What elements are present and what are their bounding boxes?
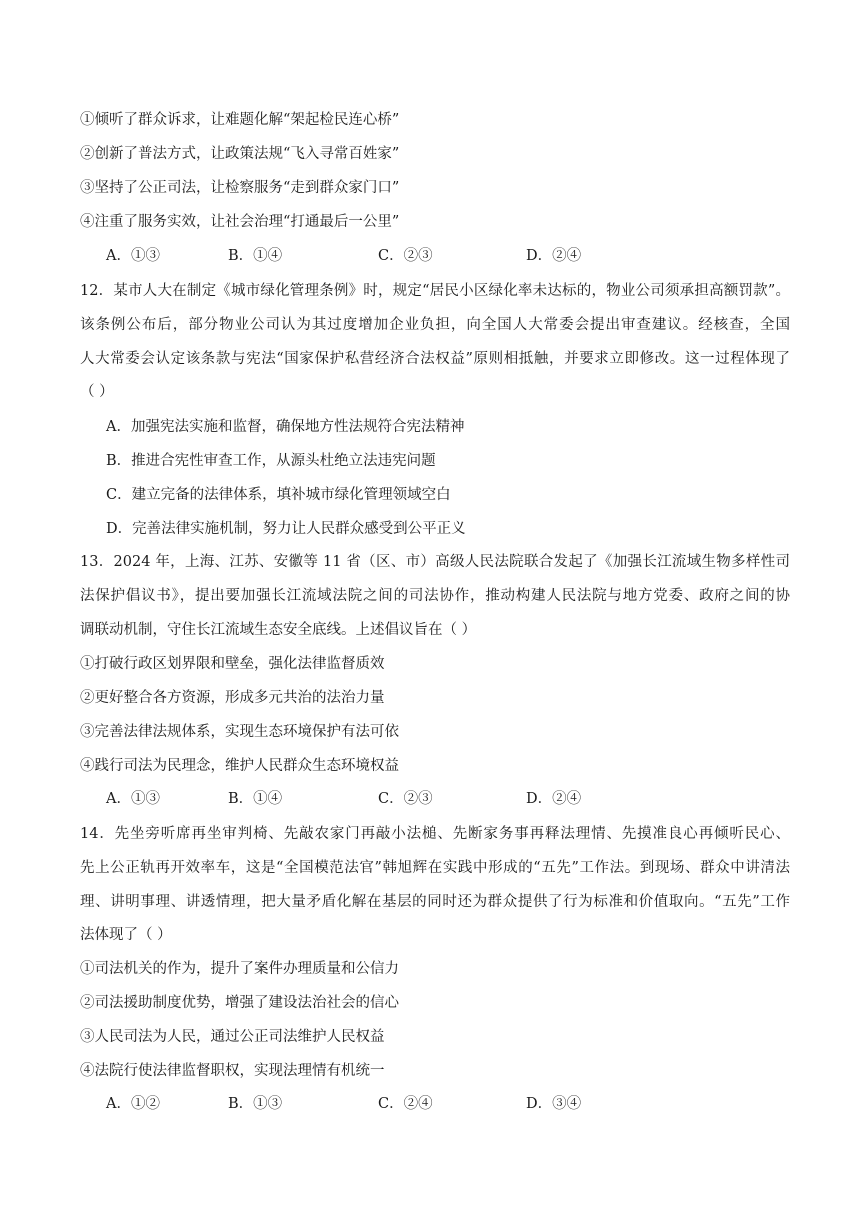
q13-stem-line-1: 13．2024 年，上海、江苏、安徽等 11 省（区、市）高级人民法院联合发起了《加强长江流域生物多样性司 (80, 554, 790, 570)
q11-option-a[interactable]: A．①③ (106, 248, 160, 264)
q12-option-c[interactable]: C．建立完备的法律体系，填补城市绿化管理领域空白 (106, 487, 451, 503)
q14-statement-1: ①司法机关的作为，提升了案件办理质量和公信力 (80, 961, 399, 977)
q13-statement-4: ④践行司法为民理念，维护人民群众生态环境权益 (80, 758, 399, 774)
q12-option-a[interactable]: A．加强宪法实施和监督，确保地方性法规符合宪法精神 (106, 419, 465, 435)
q13-statement-2: ②更好整合各方资源，形成多元共治的法治力量 (80, 690, 385, 706)
q13-statement-1: ①打破行政区划界限和壁垒，强化法律监督质效 (80, 656, 385, 672)
q11-statement-2: ②创新了普法方式，让政策法规“飞入寻常百姓家” (80, 146, 400, 162)
q13-stem-line-3: 调联动机制，守住长江流域生态安全底线。上述倡议旨在（ ） (80, 622, 477, 638)
q11-options (106, 246, 666, 266)
q11-option-d[interactable]: D．②④ (526, 248, 582, 264)
q13-option-a[interactable]: A．①③ (106, 791, 160, 807)
q14-options (106, 1094, 666, 1114)
q12-stem-line-4: （ ） (80, 384, 114, 400)
q13-option-d[interactable]: D．②④ (526, 791, 582, 807)
q13-option-c[interactable]: C．②③ (378, 791, 433, 807)
q14-stem-line-1: 14．先坐旁听席再坐审判椅、先敲农家门再敲小法槌、先断家务事再释法理情、先摸准良心再倾听民心、 (80, 826, 790, 842)
q13-options (106, 789, 666, 809)
q13-option-b[interactable]: B．①④ (228, 791, 283, 807)
q12-stem-line-3: 人大常委会认定该条款与宪法“国家保护私营经济合法权益”原则相抵触，并要求立即修改。这一过程体现了 (80, 351, 790, 367)
q14-stem-line-3: 理、讲明事理、讲透情理，把大量矛盾化解在基层的同时还为群众提供了行为标准和价值取向。“五先”工作 (80, 894, 790, 910)
q11-option-c[interactable]: C．②③ (378, 248, 433, 264)
q14-statement-4: ④法院行使法律监督职权，实现法理情有机统一 (80, 1063, 385, 1079)
q14-stem-line-4: 法体现了（ ） (80, 927, 172, 943)
q12-option-d[interactable]: D．完善法律实施机制，努力让人民群众感受到公平正义 (106, 521, 466, 537)
q14-option-d[interactable]: D．③④ (526, 1096, 582, 1112)
q14-option-c[interactable]: C．②④ (378, 1096, 433, 1112)
q14-statement-3: ③人民司法为人民，通过公正司法维护人民权益 (80, 1029, 385, 1045)
q12-stem-line-2: 该条例公布后，部分物业公司认为其过度增加企业负担，向全国人大常委会提出审查建议。经核查，全国 (80, 317, 790, 333)
q12-option-b[interactable]: B．推进合宪性审查工作，从源头杜绝立法违宪问题 (106, 453, 436, 469)
q13-statement-3: ③完善法律法规体系，实现生态环境保护有法可依 (80, 724, 399, 740)
q12-stem-line-1: 12．某市人大在制定《城市绿化管理条例》时，规定“居民小区绿化率未达标的，物业公司须承担高额罚款”。 (80, 283, 790, 299)
q11-statement-3: ③坚持了公正司法，让检察服务“走到群众家门口” (80, 180, 400, 196)
q14-stem-line-2: 先上公正轨再开效率车，这是“全国模范法官”韩旭辉在实践中形成的“五先”工作法。到现场、群众中讲清法 (80, 860, 790, 876)
q14-option-a[interactable]: A．①② (106, 1096, 160, 1112)
q11-option-b[interactable]: B．①④ (228, 248, 283, 264)
q11-statement-4: ④注重了服务实效，让社会治理“打通最后一公里” (80, 214, 400, 230)
q11-statement-1: ①倾听了群众诉求，让难题化解“架起检民连心桥” (80, 112, 400, 128)
q14-statement-2: ②司法援助制度优势，增强了建设法治社会的信心 (80, 995, 399, 1011)
q14-option-b[interactable]: B．①③ (228, 1096, 283, 1112)
q13-stem-line-2: 法保护倡议书》，提出要加强长江流域法院之间的司法协作，推动构建人民法院与地方党委、政府之间的协 (80, 588, 790, 604)
